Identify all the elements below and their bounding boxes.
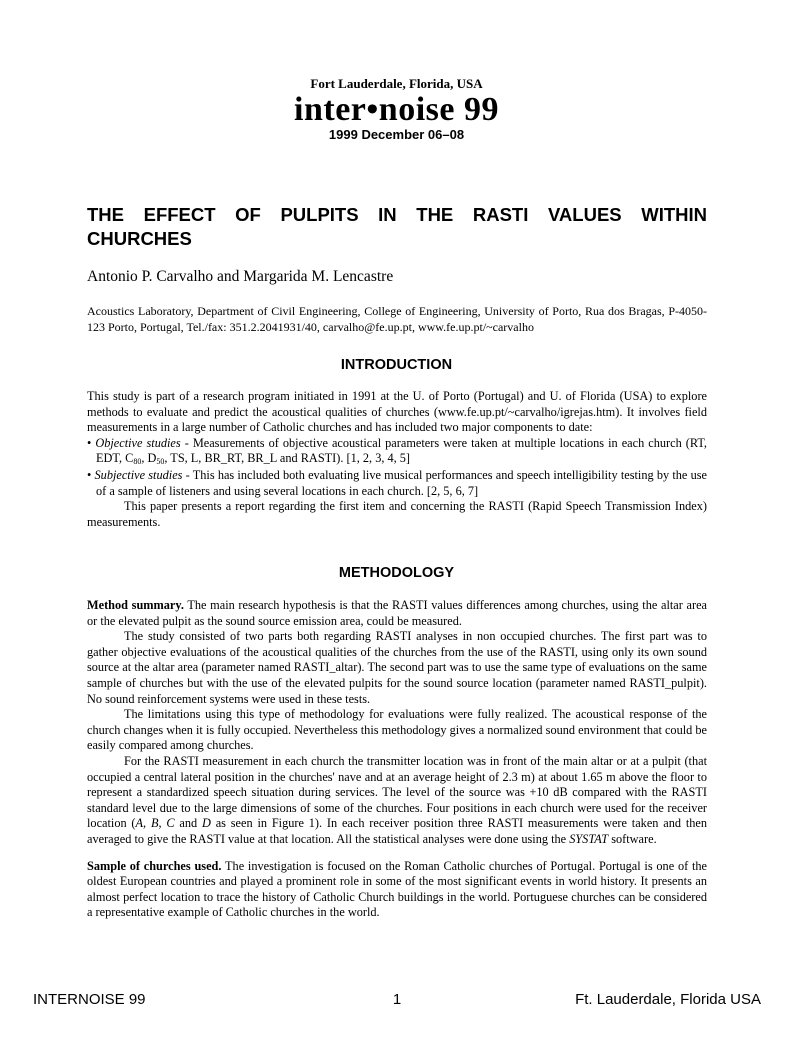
paper-title: THE EFFECT OF PULPITS IN THE RASTI VALUES WITHIN CHURCHES [87,204,707,249]
sample-churches-text: The investigation is focused on the Roman Catholic churches of Portugal. Portugal is one of the oldest European countries and played a prominent role in some of the most significant events in world history. It presents an almost perfect location to trace the history of Catholic Church buildings in the world. Portuguese churches can be considered a representative example of Catholic churches in the world. [87,858,708,920]
subjective-studies-text: - This has included both evaluating live musical performances and speech intelligibility testing by the use of a sample of listeners and using several locations in each church. [2, 5, 6, 7] [96,467,707,498]
conference-location: Fort Lauderdale, Florida, USA [310,76,483,91]
method-p4-text-c: software. [608,831,657,846]
conference-header [0,76,793,143]
method-summary-text: The main research hypothesis is that the RASTI values differences among churches, using the altar area or the elevated pulpit as the sound source emission area, could be measured. [87,598,707,628]
footer-conference: INTERNOISE 99 [33,991,146,1008]
author-affiliation: Acoustics Laboratory, Department of Civil Engineering, College of Engineering, University of Porto, Rua dos Bragas, P-4050-123 Porto, Portugal, Tel./fax: 351.2.2041931/40, carvalho@fe.up.pt, www.fe.up.pt/~carvalho [87,304,707,334]
method-p4-text-a: For the RASTI measurement in each church the transmitter location was in front of the main altar or at a pulpit (that occupied a central lateral position in the churches' nave and at an average height of 2.3 m) at about 1.65 m above the floor to represent a standardized speech situation during services. The level of the source was +10 dB compared with the RASTI standard level due to the large dimensions of some of the churches. Four positions in each church were used for the receiver location ( [87,753,707,831]
method-paragraph-4 [87,754,707,848]
methodology-heading: METHODOLOGY [338,565,455,581]
objective-studies-bullet: • Objective studies - Measurements of objective acoustical parameters were taken at multiple locations in each church (RT, EDT, $C_{80}$, $D_{50}$, TS, L, BR_RT, BR_L and RASTI). [1, 2, 3, 4, 5] [87,435,707,467]
paper-authors: Antonio P. Carvalho and Margarida M. Lencastre [87,268,394,285]
comma-2: , [158,816,167,831]
receiver-c: C [166,816,175,831]
intro-paragraph-2: This paper presents a report regarding the first item and concerning the RASTI (Rapid Speech Transmission Index) measurements. [87,499,707,529]
conference-logo: inter•noise 99 [294,91,499,128]
method-summary-label: Method summary. [87,598,184,612]
subscript-80: 80 [133,457,142,467]
sample-churches-label: Sample of churches used. [87,858,222,873]
page-number: 1 [392,991,402,1008]
method-paragraph-2: The study consisted of two parts both regarding RASTI analyses in non occupied churches. The first part was to gather objective evaluations of the acoustical qualities of the churches from the use of the RASTI, using only its own sound source at the altar area (parameter named RASTI_altar). The second part was to use the same type of evaluations on the same sample of churches but with the use of the elevated pulpits for the sound source location (parameter named RASTI_pulpit). No sound reinforcement systems were used in these tests. [87,629,707,706]
receiver-d: D [201,816,211,831]
paragraph-gap [87,848,707,859]
and-word: and [174,816,202,831]
method-paragraph-3: The limitations using this type of methodology for evaluations were fully realized. The acoustical response of the church changes when it is fully occupied. Nevertheless this methodology gives a normalized sound environment that could be easily compared among churches. [87,707,707,753]
method-summary-paragraph [87,598,707,629]
method-p4-text-b: as seen in Figure 1). In each receiver position three RASTI measurements were taken and then averaged to give the RASTI value at that location. All the statistical analyses were done using the [87,816,708,846]
methodology-body [87,598,707,921]
receiver-a: A [135,816,144,831]
objective-studies-text-3: , TS, L, BR_RT, BR_L and RASTI). [1, 2, 3, 4, 5] [164,451,411,466]
intro-paragraph-1: This study is part of a research program initiated in 1991 at the U. of Porto (Portugal) and U. of Florida (USA) to explore methods to evaluate and predict the acoustical qualities of churches (www.fe.up.pt/~carvalho/igrejas.htm). It involves field measurements in a large number of Catholic churches and has included two major components to date: [87,389,707,435]
subjective-studies-label: Subjective studies [94,467,183,482]
objective-studies-text: - Measurements of objective acoustical parameters were taken at multiple locations in each church (RT, EDT, C [96,435,707,466]
sample-churches-paragraph [87,859,707,921]
introduction-heading: INTRODUCTION [340,357,453,373]
subjective-studies-bullet: • Subjective studies - This has included both evaluating live musical performances and speech intelligibility testing by the use of a sample of listeners and using several locations in each church. [2, 5, 6, 7] [87,467,707,498]
footer-location: Ft. Lauderdale, Florida USA [575,991,761,1008]
subscript-50: 50 [156,457,165,467]
objective-studies-label: Objective studies [95,435,181,450]
introduction-body [87,389,707,530]
objective-studies-text-2: , D [141,451,157,466]
receiver-b: B [150,816,159,831]
conference-dates: 1999 December 06–08 [328,127,465,142]
software-name: SYSTAT [569,831,609,846]
comma-1: , [143,816,151,831]
